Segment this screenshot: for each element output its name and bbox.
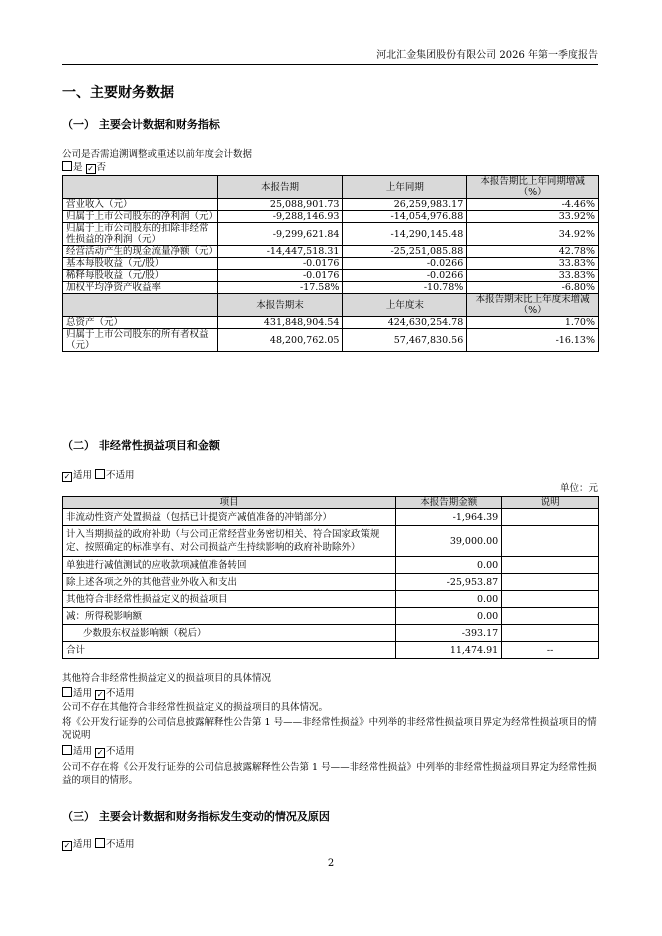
note-other-items-applicability — [62, 687, 135, 700]
header-cell: 本报告期金额 — [396, 497, 502, 509]
not-applicable-label: 不适用 — [106, 839, 135, 850]
value-cell: 25,088,901.73 — [217, 199, 343, 211]
table-row — [63, 608, 599, 625]
not-applicable-label: 不适用 — [106, 688, 135, 699]
key-indicators-table — [62, 175, 599, 352]
header-cell: 上年度末 — [343, 294, 467, 317]
value-cell: -25,953.87 — [396, 574, 502, 591]
subsection-title-changes: （三） 主要会计数据和财务指标发生变动的情况及原因 — [62, 810, 330, 823]
table-row — [63, 246, 599, 258]
note-cell — [502, 574, 599, 591]
table-row — [63, 574, 599, 591]
note-cell: -- — [502, 642, 599, 659]
header-cell: 说明 — [502, 497, 599, 509]
value-cell: -14,290,145.48 — [343, 223, 467, 246]
value-cell: -4.46% — [467, 199, 599, 211]
section-title-financial-data: 一、主要财务数据 — [62, 85, 174, 101]
value-cell: -1,964.39 — [396, 509, 502, 526]
table-row — [63, 270, 599, 282]
row-label-cell: 稀释每股收益（元/股） — [63, 270, 218, 282]
checkbox-empty-icon[interactable] — [62, 161, 72, 171]
value-cell: -17.58% — [217, 282, 343, 294]
table-row — [63, 223, 599, 246]
value-cell: -393.17 — [396, 625, 502, 642]
value-cell: -14,054,976.88 — [343, 211, 467, 223]
header-cell — [63, 294, 218, 317]
row-label-cell: 除上述各项之外的其他营业外收入和支出 — [63, 574, 396, 591]
row-label-cell: 非流动性资产处置损益（包括已计提资产减值准备的冲销部分） — [63, 509, 396, 526]
row-label-cell: 合计 — [63, 642, 396, 659]
value-cell: -25,251,085.88 — [343, 246, 467, 258]
row-label-cell: 计入当期损益的政府补助（与公司正常经营业务密切相关、符合国家政策规定、按照确定的标准享有、对公司损益产生持续影响的政府补助除外） — [63, 526, 396, 557]
row-label-cell: 营业收入（元） — [63, 199, 218, 211]
option-yes-label: 是 — [73, 162, 83, 173]
table-row — [63, 199, 599, 211]
applicable-label: 适用 — [73, 470, 93, 481]
table-row — [63, 509, 599, 526]
changes-applicability — [62, 838, 135, 851]
nonrecurring-table — [62, 496, 599, 659]
table-row — [63, 317, 599, 329]
table-row — [63, 329, 599, 352]
value-cell: 48,200,762.05 — [217, 329, 343, 352]
applicable-label: 适用 — [73, 839, 93, 850]
value-cell: -0.0266 — [343, 270, 467, 282]
table-row — [63, 282, 599, 294]
checkbox-empty-icon[interactable] — [95, 838, 105, 848]
header-cell: 本报告期 — [217, 176, 343, 199]
checkbox-checked-icon[interactable]: ✓ — [96, 690, 104, 699]
table-row — [63, 625, 599, 642]
note-cell — [502, 625, 599, 642]
table-row — [63, 591, 599, 608]
page-number: 2 — [327, 858, 335, 869]
row-label-cell: 归属于上市公司股东的净利润（元） — [63, 211, 218, 223]
checkbox-empty-icon[interactable] — [62, 745, 72, 755]
value-cell: 0.00 — [396, 608, 502, 625]
header-cell: 本报告期末比上年度末增减（%） — [467, 294, 599, 317]
value-cell: -16.13% — [467, 329, 599, 352]
value-cell: 33.83% — [467, 270, 599, 282]
applicable-label: 适用 — [73, 746, 93, 757]
note-reclassification-title: 将《公开发行证券的公司信息披露解释性公告第 1 号——非经常性损益》中列举的非经常性损益项目界定为经常性损益项目的情况说明 — [62, 717, 597, 741]
table-row — [63, 557, 599, 574]
row-label-cell: 总资产（元） — [63, 317, 218, 329]
checkbox-checked-icon[interactable]: ✓ — [96, 748, 104, 757]
value-cell: -14,447,518.31 — [217, 246, 343, 258]
unit-label: 单位：元 — [559, 483, 598, 494]
checkbox-checked-icon[interactable]: ✓ — [63, 841, 71, 850]
table-header-row — [63, 497, 599, 509]
note-reclassification-body: 公司不存在将《公开发行证券的公司信息披露解释性公告第 1 号——非经常性损益》中列举的非经常性损益项目界定为经常性损益的项目的情形。 — [62, 762, 597, 786]
row-label-cell: 基本每股收益（元/股） — [63, 258, 218, 270]
value-cell: 11,474.91 — [396, 642, 502, 659]
value-cell: 33.92% — [467, 211, 599, 223]
row-label-cell: 其他符合非经常性损益定义的损益项目 — [63, 591, 396, 608]
value-cell: 57,467,830.56 — [343, 329, 467, 352]
value-cell: -6.80% — [467, 282, 599, 294]
note-cell — [502, 509, 599, 526]
subsection-title-nonrecurring: （二） 非经常性损益项目和金额 — [62, 439, 220, 452]
checkbox-checked-icon[interactable]: ✓ — [87, 164, 94, 173]
value-cell: 42.78% — [467, 246, 599, 258]
row-label-cell: 归属于上市公司股东的所有者权益（元） — [63, 329, 218, 352]
value-cell: -0.0176 — [217, 270, 343, 282]
header-cell: 上年同期 — [343, 176, 467, 199]
subsection-title-key-indicators: （一） 主要会计数据和财务指标 — [62, 118, 220, 131]
row-label-cell: 经营活动产生的现金流量净额（元） — [63, 246, 218, 258]
nonrecurring-applicability — [62, 469, 135, 482]
note-cell — [502, 591, 599, 608]
applicable-label: 适用 — [73, 688, 93, 699]
value-cell: 424,630,254.78 — [343, 317, 467, 329]
row-label-cell: 减：所得税影响额 — [63, 608, 396, 625]
not-applicable-label: 不适用 — [106, 470, 135, 481]
value-cell: -10.78% — [343, 282, 467, 294]
header-cell: 本报告期比上年同期增减（%） — [467, 176, 599, 199]
value-cell: 431,848,904.54 — [217, 317, 343, 329]
value-cell: 39,000.00 — [396, 526, 502, 557]
value-cell: 0.00 — [396, 591, 502, 608]
page-header: 河北汇金集团股份有限公司 2026 年第一季度报告 — [62, 46, 598, 65]
restatement-options — [62, 161, 106, 174]
value-cell: -9,288,146.93 — [217, 211, 343, 223]
value-cell: -9,299,621.84 — [217, 223, 343, 246]
checkbox-checked-icon[interactable]: ✓ — [63, 472, 71, 481]
value-cell: -0.0176 — [217, 258, 343, 270]
row-label-cell: 加权平均净资产收益率 — [63, 282, 218, 294]
note-other-items-body: 公司不存在其他符合非经常性损益定义的损益项目的具体情况。 — [62, 702, 329, 713]
value-cell: 26,259,983.17 — [343, 199, 467, 211]
not-applicable-label: 不适用 — [106, 746, 135, 757]
table-row — [63, 258, 599, 270]
table-header-row — [63, 176, 599, 199]
row-label-cell: 少数股东权益影响额（税后） — [63, 625, 396, 642]
checkbox-empty-icon[interactable] — [62, 687, 72, 697]
note-cell — [502, 526, 599, 557]
table-header-row — [63, 294, 599, 317]
header-cell: 本报告期末 — [217, 294, 343, 317]
value-cell: -0.0266 — [343, 258, 467, 270]
row-label-cell: 归属于上市公司股东的扣除非经常性损益的净利润（元） — [63, 223, 218, 246]
row-label-cell: 单独进行减值测试的应收款项减值准备转回 — [63, 557, 396, 574]
checkbox-empty-icon[interactable] — [95, 469, 105, 479]
value-cell: 33.83% — [467, 258, 599, 270]
value-cell: 34.92% — [467, 223, 599, 246]
note-cell — [502, 608, 599, 625]
table-row — [63, 211, 599, 223]
value-cell: 0.00 — [396, 557, 502, 574]
note-reclassification-applicability — [62, 745, 135, 758]
restatement-question: 公司是否需追溯调整或重述以前年度会计数据 — [62, 149, 253, 160]
table-row — [63, 526, 599, 557]
note-other-items-title: 其他符合非经常性损益定义的损益项目的具体情况 — [62, 673, 272, 684]
header-cell: 项目 — [63, 497, 396, 509]
option-no-label: 否 — [96, 162, 107, 173]
value-cell: 1.70% — [467, 317, 599, 329]
table-row — [63, 642, 599, 659]
note-cell — [502, 557, 599, 574]
header-cell — [63, 176, 218, 199]
